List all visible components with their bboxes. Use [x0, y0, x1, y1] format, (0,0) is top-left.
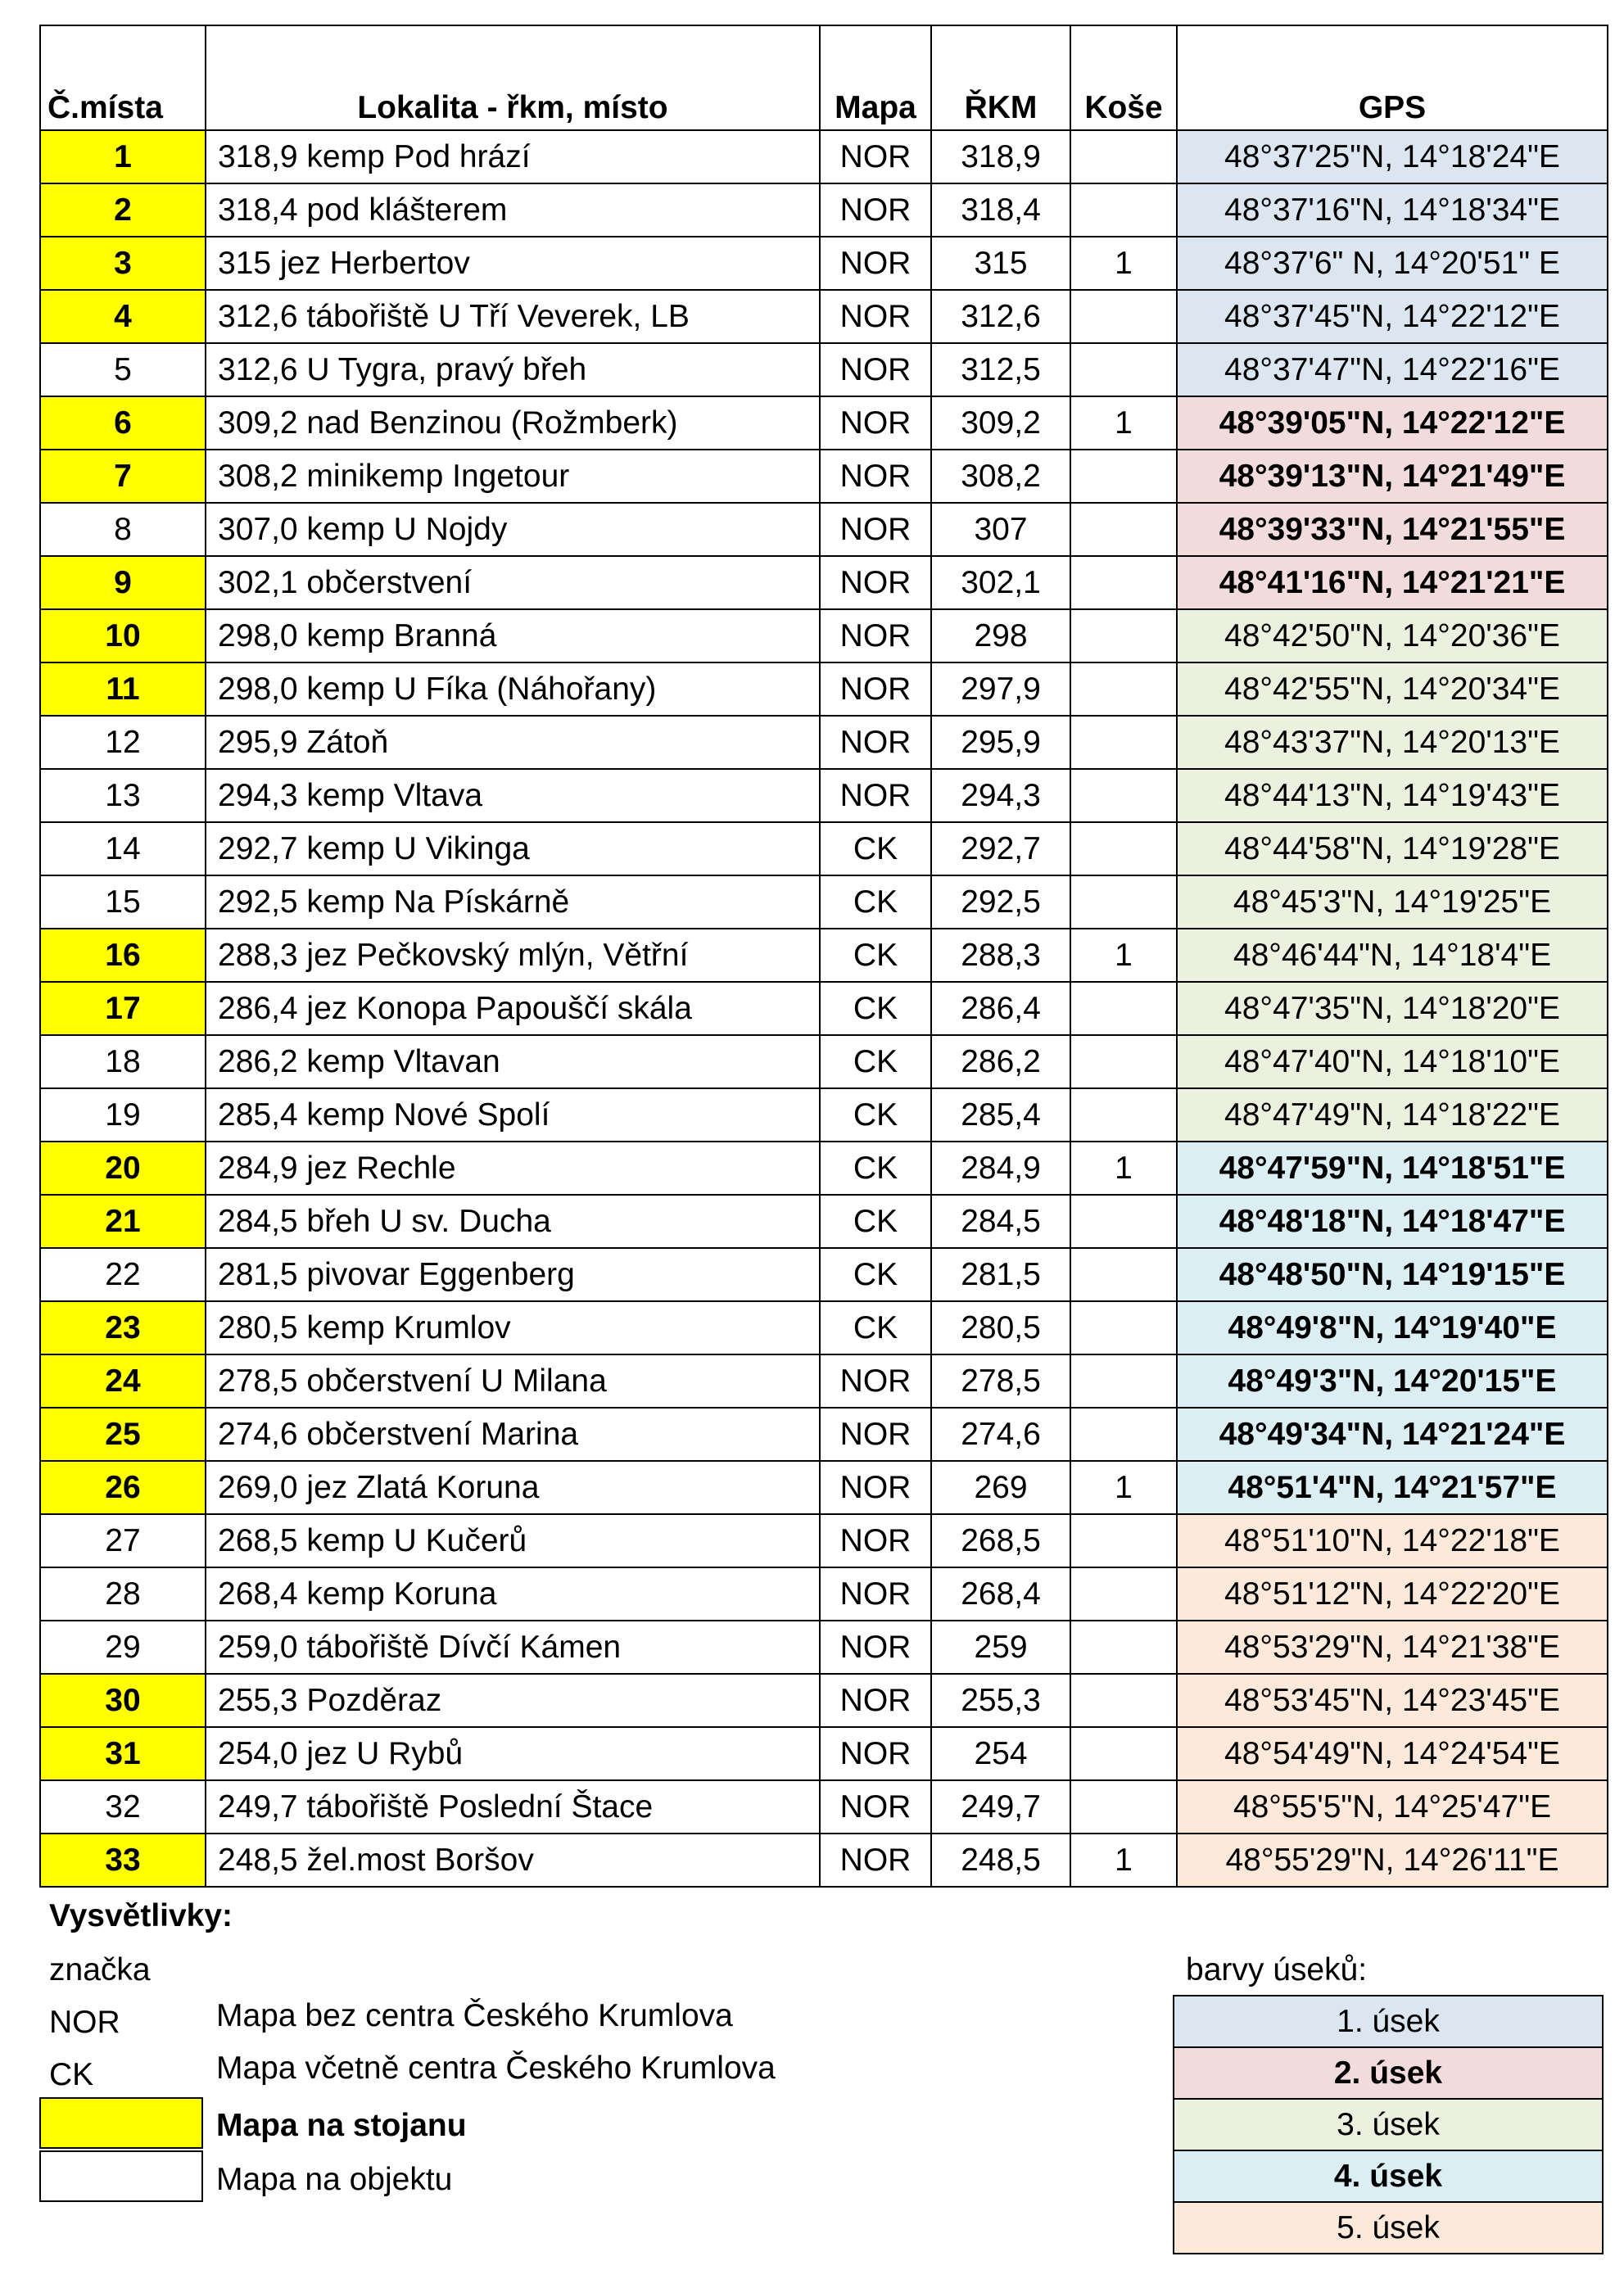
table-row	[40, 1834, 1608, 1887]
row-number: 30	[40, 1674, 206, 1727]
row-gps: 48°53'45"N, 14°23'45"E	[1177, 1674, 1608, 1727]
row-number: 24	[40, 1354, 206, 1408]
row-number: 15	[40, 875, 206, 929]
row-river-km: 302,1	[931, 556, 1070, 609]
table-row	[40, 1727, 1608, 1780]
row-map-type: NOR	[820, 396, 931, 450]
row-bins	[1070, 1248, 1177, 1301]
row-map-type: NOR	[820, 609, 931, 662]
row-gps: 48°54'49"N, 14°24'54"E	[1177, 1727, 1608, 1780]
row-location: 259,0 tábořiště Dívčí Kámen	[206, 1621, 820, 1674]
legend-nor-desc: Mapa bez centra Českého Krumlova	[216, 1998, 733, 2033]
table-row	[40, 982, 1608, 1035]
row-location: 255,3 Pozděraz	[206, 1674, 820, 1727]
table-row	[40, 1248, 1608, 1301]
row-location: 286,4 jez Konopa Papouščí skála	[206, 982, 820, 1035]
row-map-type: NOR	[820, 1461, 931, 1514]
table-row	[40, 1035, 1608, 1088]
table-row	[40, 609, 1608, 662]
table-row	[40, 1088, 1608, 1142]
row-number: 18	[40, 1035, 206, 1088]
row-map-type: NOR	[820, 1727, 931, 1780]
row-bins	[1070, 716, 1177, 769]
row-number: 19	[40, 1088, 206, 1142]
row-number: 17	[40, 982, 206, 1035]
legend-ck-desc: Mapa včetně centra Českého Krumlova	[216, 2051, 776, 2086]
row-gps: 48°45'3"N, 14°19'25"E	[1177, 875, 1608, 929]
row-river-km: 255,3	[931, 1674, 1070, 1727]
row-river-km: 315	[931, 237, 1070, 290]
row-bins: 1	[1070, 1142, 1177, 1195]
row-gps: 48°47'49"N, 14°18'22"E	[1177, 1088, 1608, 1142]
table-row	[40, 1674, 1608, 1727]
row-map-type: NOR	[820, 1354, 931, 1408]
row-location: 286,2 kemp Vltavan	[206, 1035, 820, 1088]
table-row	[40, 769, 1608, 822]
row-location: 269,0 jez Zlatá Koruna	[206, 1461, 820, 1514]
row-location: 268,4 kemp Koruna	[206, 1567, 820, 1621]
row-gps: 48°47'40"N, 14°18'10"E	[1177, 1035, 1608, 1088]
row-gps: 48°41'16"N, 14°21'21"E	[1177, 556, 1608, 609]
row-location: 298,0 kemp Branná	[206, 609, 820, 662]
row-number: 12	[40, 716, 206, 769]
row-river-km: 294,3	[931, 769, 1070, 822]
row-river-km: 284,9	[931, 1142, 1070, 1195]
row-location: 307,0 kemp U Nojdy	[206, 503, 820, 556]
table-row	[40, 396, 1608, 450]
row-map-type: NOR	[820, 1621, 931, 1674]
row-map-type: NOR	[820, 343, 931, 396]
row-gps: 48°37'47"N, 14°22'16"E	[1177, 343, 1608, 396]
row-location: 280,5 kemp Krumlov	[206, 1301, 820, 1354]
row-map-type: NOR	[820, 1514, 931, 1567]
row-number: 26	[40, 1461, 206, 1514]
table-row	[40, 1567, 1608, 1621]
table-row	[40, 1354, 1608, 1408]
row-bins	[1070, 769, 1177, 822]
row-number: 21	[40, 1195, 206, 1248]
table-body	[40, 130, 1608, 1887]
row-location: 315 jez Herbertov	[206, 237, 820, 290]
row-river-km: 312,6	[931, 290, 1070, 343]
row-number: 31	[40, 1727, 206, 1780]
row-gps: 48°51'12"N, 14°22'20"E	[1177, 1567, 1608, 1621]
row-location: 292,5 kemp Na Pískárně	[206, 875, 820, 929]
row-gps: 48°51'4"N, 14°21'57"E	[1177, 1461, 1608, 1514]
header-location: Lokalita - řkm, místo	[206, 25, 820, 130]
row-bins	[1070, 662, 1177, 716]
row-map-type: CK	[820, 822, 931, 875]
table-row	[40, 343, 1608, 396]
row-gps: 48°55'5"N, 14°25'47"E	[1177, 1780, 1608, 1834]
row-map-type: NOR	[820, 237, 931, 290]
row-gps: 48°37'45"N, 14°22'12"E	[1177, 290, 1608, 343]
table-row	[40, 237, 1608, 290]
table-row	[40, 1621, 1608, 1674]
table-header-row	[40, 25, 1608, 130]
row-map-type: NOR	[820, 1834, 931, 1887]
table-row	[40, 183, 1608, 237]
row-map-type: NOR	[820, 1780, 931, 1834]
row-number: 14	[40, 822, 206, 875]
row-bins	[1070, 1195, 1177, 1248]
row-number: 2	[40, 183, 206, 237]
row-map-type: CK	[820, 1088, 931, 1142]
row-gps: 48°49'3"N, 14°20'15"E	[1177, 1354, 1608, 1408]
row-river-km: 292,5	[931, 875, 1070, 929]
row-number: 16	[40, 929, 206, 982]
row-map-type: CK	[820, 1035, 931, 1088]
section-colors-table	[1173, 1995, 1604, 2254]
row-river-km: 318,9	[931, 130, 1070, 183]
row-map-type: NOR	[820, 1674, 931, 1727]
row-number: 9	[40, 556, 206, 609]
row-map-type: NOR	[820, 1408, 931, 1461]
row-gps: 48°39'13"N, 14°21'49"E	[1177, 450, 1608, 503]
table-row	[40, 716, 1608, 769]
table-row	[40, 290, 1608, 343]
row-river-km: 278,5	[931, 1354, 1070, 1408]
row-bins	[1070, 1621, 1177, 1674]
row-bins	[1070, 1780, 1177, 1834]
row-bins	[1070, 875, 1177, 929]
row-gps: 48°49'34"N, 14°21'24"E	[1177, 1408, 1608, 1461]
legend-ck-code: CK	[49, 2057, 94, 2092]
row-bins: 1	[1070, 929, 1177, 982]
row-gps: 48°55'29"N, 14°26'11"E	[1177, 1834, 1608, 1887]
legend-white-swatch	[39, 2150, 203, 2202]
row-bins: 1	[1070, 237, 1177, 290]
section-1-swatch: 1. úsek	[1174, 1996, 1603, 2047]
row-bins	[1070, 290, 1177, 343]
row-river-km: 298	[931, 609, 1070, 662]
header-map: Mapa	[820, 25, 931, 130]
row-bins	[1070, 556, 1177, 609]
header-gps: GPS	[1177, 25, 1608, 130]
row-bins	[1070, 343, 1177, 396]
header-bins: Koše	[1070, 25, 1177, 130]
row-location: 248,5 žel.most Boršov	[206, 1834, 820, 1887]
row-gps: 48°49'8"N, 14°19'40"E	[1177, 1301, 1608, 1354]
row-bins	[1070, 183, 1177, 237]
table-row	[40, 822, 1608, 875]
row-number: 23	[40, 1301, 206, 1354]
row-bins	[1070, 1035, 1177, 1088]
row-gps: 48°37'6" N, 14°20'51" E	[1177, 237, 1608, 290]
row-map-type: NOR	[820, 556, 931, 609]
row-map-type: CK	[820, 1195, 931, 1248]
row-river-km: 286,2	[931, 1035, 1070, 1088]
row-bins: 1	[1070, 396, 1177, 450]
row-river-km: 288,3	[931, 929, 1070, 982]
row-location: 312,6 U Tygra, pravý břeh	[206, 343, 820, 396]
row-gps: 48°44'13"N, 14°19'43"E	[1177, 769, 1608, 822]
row-river-km: 269	[931, 1461, 1070, 1514]
row-gps: 48°51'10"N, 14°22'18"E	[1177, 1514, 1608, 1567]
row-location: 298,0 kemp U Fíka (Náhořany)	[206, 662, 820, 716]
row-gps: 48°37'16"N, 14°18'34"E	[1177, 183, 1608, 237]
row-river-km: 308,2	[931, 450, 1070, 503]
table-row	[40, 1301, 1608, 1354]
row-location: 285,4 kemp Nové Spolí	[206, 1088, 820, 1142]
row-location: 284,9 jez Rechle	[206, 1142, 820, 1195]
row-map-type: NOR	[820, 662, 931, 716]
table-row	[40, 1461, 1608, 1514]
section-3-swatch: 3. úsek	[1174, 2099, 1603, 2150]
header-rkm: ŘKM	[931, 25, 1070, 130]
header-num: Č.místa	[40, 25, 206, 130]
row-bins	[1070, 503, 1177, 556]
row-map-type: NOR	[820, 769, 931, 822]
row-river-km: 274,6	[931, 1408, 1070, 1461]
table-row	[40, 662, 1608, 716]
table-row	[40, 1780, 1608, 1834]
row-map-type: NOR	[820, 183, 931, 237]
row-gps: 48°42'55"N, 14°20'34"E	[1177, 662, 1608, 716]
row-number: 13	[40, 769, 206, 822]
row-river-km: 297,9	[931, 662, 1070, 716]
row-gps: 48°46'44"N, 14°18'4"E	[1177, 929, 1608, 982]
row-number: 6	[40, 396, 206, 450]
map-locations-table	[39, 25, 1608, 1888]
row-location: 288,3 jez Pečkovský mlýn, Větřní	[206, 929, 820, 982]
row-location: 294,3 kemp Vltava	[206, 769, 820, 822]
row-map-type: NOR	[820, 716, 931, 769]
row-bins	[1070, 130, 1177, 183]
row-location: 292,7 kemp U Vikinga	[206, 822, 820, 875]
row-bins	[1070, 1088, 1177, 1142]
row-river-km: 268,4	[931, 1567, 1070, 1621]
legend-stand-desc: Mapa na stojanu	[216, 2108, 467, 2143]
row-gps: 48°37'25"N, 14°18'24"E	[1177, 130, 1608, 183]
row-bins	[1070, 1514, 1177, 1567]
row-bins	[1070, 1301, 1177, 1354]
row-number: 27	[40, 1514, 206, 1567]
row-map-type: NOR	[820, 290, 931, 343]
row-river-km: 254	[931, 1727, 1070, 1780]
table-row	[40, 130, 1608, 183]
row-river-km: 307	[931, 503, 1070, 556]
table-row	[40, 450, 1608, 503]
row-river-km: 312,5	[931, 343, 1070, 396]
row-map-type: CK	[820, 1142, 931, 1195]
row-location: 254,0 jez U Rybů	[206, 1727, 820, 1780]
row-river-km: 285,4	[931, 1088, 1070, 1142]
row-location: 268,5 kemp U Kučerů	[206, 1514, 820, 1567]
row-gps: 48°47'59"N, 14°18'51"E	[1177, 1142, 1608, 1195]
row-location: 284,5 břeh U sv. Ducha	[206, 1195, 820, 1248]
row-gps: 48°48'18"N, 14°18'47"E	[1177, 1195, 1608, 1248]
row-map-type: CK	[820, 929, 931, 982]
row-number: 1	[40, 130, 206, 183]
legend-title: Vysvětlivky:	[49, 1898, 233, 1933]
legend-nor-code: NOR	[49, 2005, 120, 2040]
row-location: 312,6 tábořiště U Tří Veverek, LB	[206, 290, 820, 343]
row-location: 295,9 Zátoň	[206, 716, 820, 769]
row-gps: 48°48'50"N, 14°19'15"E	[1177, 1248, 1608, 1301]
row-bins: 1	[1070, 1834, 1177, 1887]
legend-object-desc: Mapa na objektu	[216, 2162, 453, 2197]
row-bins	[1070, 1354, 1177, 1408]
table-row	[40, 875, 1608, 929]
row-bins: 1	[1070, 1461, 1177, 1514]
row-river-km: 248,5	[931, 1834, 1070, 1887]
row-river-km: 318,4	[931, 183, 1070, 237]
row-location: 278,5 občerstvení U Milana	[206, 1354, 820, 1408]
section-4-swatch: 4. úsek	[1174, 2150, 1603, 2202]
table-row	[40, 1514, 1608, 1567]
row-map-type: CK	[820, 875, 931, 929]
section-2-swatch: 2. úsek	[1174, 2047, 1603, 2099]
row-map-type: NOR	[820, 503, 931, 556]
row-river-km: 281,5	[931, 1248, 1070, 1301]
row-map-type: NOR	[820, 130, 931, 183]
row-map-type: NOR	[820, 450, 931, 503]
table-row	[40, 929, 1608, 982]
table-row	[40, 503, 1608, 556]
row-number: 7	[40, 450, 206, 503]
row-gps: 48°47'35"N, 14°18'20"E	[1177, 982, 1608, 1035]
row-number: 3	[40, 237, 206, 290]
row-location: 318,9 kemp Pod hrází	[206, 130, 820, 183]
row-gps: 48°44'58"N, 14°19'28"E	[1177, 822, 1608, 875]
row-map-type: NOR	[820, 1567, 931, 1621]
table-row	[40, 1142, 1608, 1195]
row-bins	[1070, 822, 1177, 875]
row-map-type: CK	[820, 982, 931, 1035]
row-bins	[1070, 1727, 1177, 1780]
section-5-swatch: 5. úsek	[1174, 2202, 1603, 2254]
row-bins	[1070, 450, 1177, 503]
legend-yellow-swatch	[39, 2097, 203, 2149]
row-bins	[1070, 1408, 1177, 1461]
legend-mark-label: značka	[49, 1952, 151, 1987]
row-river-km: 268,5	[931, 1514, 1070, 1567]
row-river-km: 292,7	[931, 822, 1070, 875]
row-gps: 48°39'05"N, 14°22'12"E	[1177, 396, 1608, 450]
row-map-type: CK	[820, 1301, 931, 1354]
row-number: 29	[40, 1621, 206, 1674]
row-number: 20	[40, 1142, 206, 1195]
row-number: 25	[40, 1408, 206, 1461]
row-number: 4	[40, 290, 206, 343]
row-number: 11	[40, 662, 206, 716]
row-river-km: 259	[931, 1621, 1070, 1674]
row-number: 8	[40, 503, 206, 556]
row-location: 281,5 pivovar Eggenberg	[206, 1248, 820, 1301]
row-number: 10	[40, 609, 206, 662]
row-gps: 48°43'37"N, 14°20'13"E	[1177, 716, 1608, 769]
row-river-km: 249,7	[931, 1780, 1070, 1834]
row-number: 28	[40, 1567, 206, 1621]
row-number: 32	[40, 1780, 206, 1834]
row-bins	[1070, 1674, 1177, 1727]
row-location: 302,1 občerstvení	[206, 556, 820, 609]
row-gps: 48°42'50"N, 14°20'36"E	[1177, 609, 1608, 662]
table-row	[40, 1408, 1608, 1461]
row-river-km: 286,4	[931, 982, 1070, 1035]
row-bins	[1070, 1567, 1177, 1621]
row-bins	[1070, 609, 1177, 662]
row-gps: 48°53'29"N, 14°21'38"E	[1177, 1621, 1608, 1674]
row-location: 318,4 pod klášterem	[206, 183, 820, 237]
row-location: 309,2 nad Benzinou (Rožmberk)	[206, 396, 820, 450]
row-river-km: 295,9	[931, 716, 1070, 769]
row-river-km: 280,5	[931, 1301, 1070, 1354]
row-location: 274,6 občerstvení Marina	[206, 1408, 820, 1461]
row-gps: 48°39'33"N, 14°21'55"E	[1177, 503, 1608, 556]
section-colors-label: barvy úseků:	[1186, 1952, 1368, 1987]
row-location: 308,2 minikemp Ingetour	[206, 450, 820, 503]
row-number: 5	[40, 343, 206, 396]
row-bins	[1070, 982, 1177, 1035]
table-row	[40, 1195, 1608, 1248]
row-river-km: 284,5	[931, 1195, 1070, 1248]
table-row	[40, 556, 1608, 609]
row-number: 33	[40, 1834, 206, 1887]
row-number: 22	[40, 1248, 206, 1301]
row-river-km: 309,2	[931, 396, 1070, 450]
row-map-type: CK	[820, 1248, 931, 1301]
row-location: 249,7 tábořiště Poslední Štace	[206, 1780, 820, 1834]
